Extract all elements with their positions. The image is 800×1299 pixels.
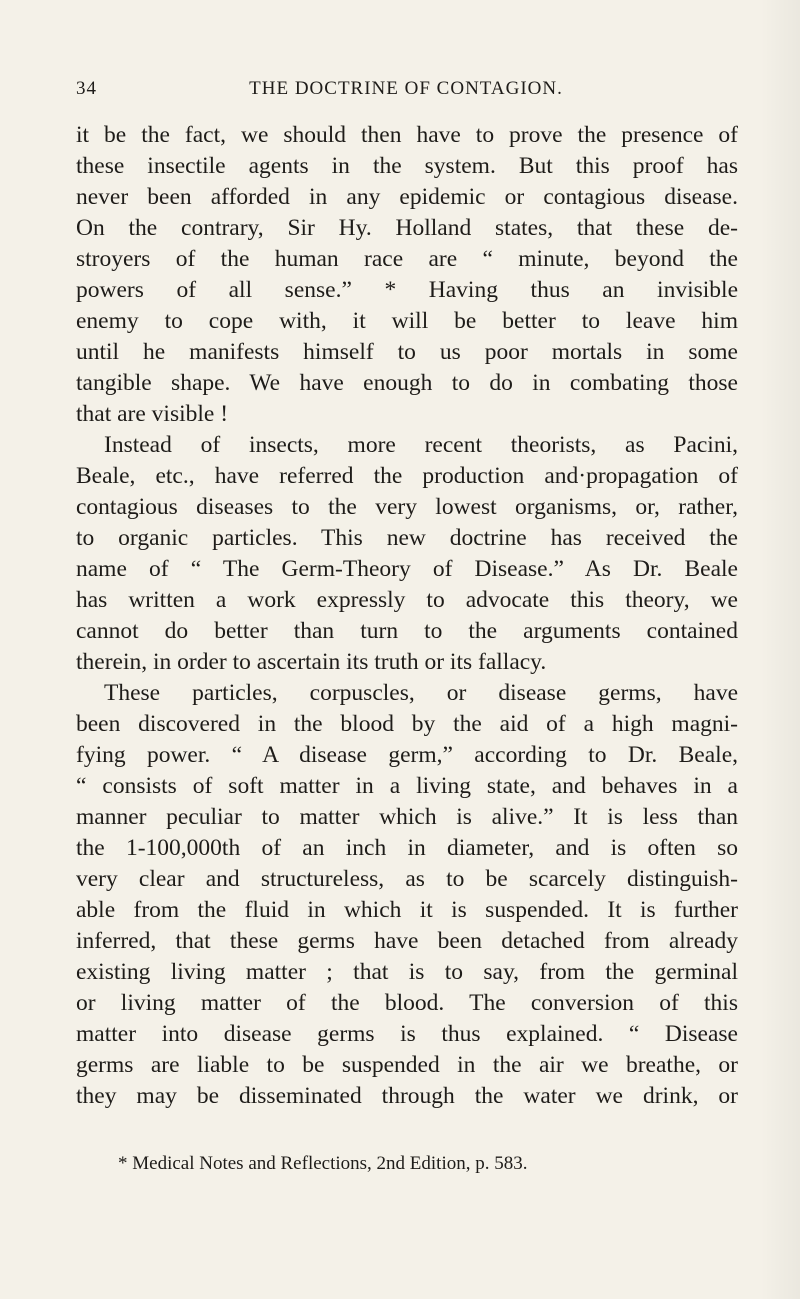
- text-line: never been afforded in any epidemic or contagious disease.: [76, 184, 738, 210]
- text-line: Beale, etc., have referred the production and·propagation of: [76, 463, 738, 489]
- text-line: been discovered in the blood by the aid of a high magni-: [76, 711, 738, 737]
- text-line: they may be disseminated through the water we drink, or: [76, 1083, 738, 1109]
- page-number: 34: [76, 78, 97, 99]
- text-line: to organic particles. This new doctrine has received the: [76, 525, 738, 551]
- footnote: * Medical Notes and Reflections, 2nd Edition, p. 583.: [118, 1153, 528, 1174]
- text-line: it be the fact, we should then have to prove the presence of: [76, 122, 738, 148]
- text-line: therein, in order to ascertain its truth or its fallacy.: [76, 649, 547, 675]
- text-line: very clear and structureless, as to be scarcely distinguish-: [76, 866, 738, 892]
- text-line: the 1-100,000th of an inch in diameter, and is often so: [76, 835, 738, 861]
- paragraph-start-line: These particles, corpuscles, or disease germs, have: [104, 680, 738, 706]
- text-line: germs are liable to be suspended in the air we breathe, or: [76, 1052, 738, 1078]
- text-line: matter into disease germs is thus explained. “ Disease: [76, 1021, 738, 1047]
- text-line: enemy to cope with, it will be better to leave him: [76, 308, 738, 334]
- text-line: powers of all sense.” * Having thus an invisible: [76, 277, 738, 303]
- text-line: manner peculiar to matter which is alive.” It is less than: [76, 804, 738, 830]
- page-header: [76, 78, 736, 106]
- text-line: name of “ The Germ-Theory of Disease.” As Dr. Beale: [76, 556, 738, 582]
- text-line: or living matter of the blood. The conversion of this: [76, 990, 738, 1016]
- text-line: contagious diseases to the very lowest organisms, or, rather,: [76, 494, 738, 520]
- text-line: able from the fluid in which it is suspended. It is further: [76, 897, 738, 923]
- text-line: inferred, that these germs have been detached from already: [76, 928, 738, 954]
- text-line: that are visible !: [76, 401, 229, 427]
- text-line: “ consists of soft matter in a living state, and behaves in a: [76, 773, 738, 799]
- text-line: these insectile agents in the system. But this proof has: [76, 153, 738, 179]
- text-line: tangible shape. We have enough to do in combating those: [76, 370, 738, 396]
- body-text: [76, 120, 738, 1112]
- page-edge-shadow: [760, 0, 800, 1299]
- paragraph-start-line: Instead of insects, more recent theorists, as Pacini,: [104, 432, 738, 458]
- running-title: THE DOCTRINE OF CONTAGION.: [249, 78, 563, 99]
- text-line: until he manifests himself to us poor mortals in some: [76, 339, 738, 365]
- text-line: On the contrary, Sir Hy. Holland states, that these de-: [76, 215, 738, 241]
- text-line: existing living matter ; that is to say, from the germinal: [76, 959, 738, 985]
- text-line: stroyers of the human race are “ minute, beyond the: [76, 246, 738, 272]
- text-line: cannot do better than turn to the arguments contained: [76, 618, 738, 644]
- text-line: has written a work expressly to advocate this theory, we: [76, 587, 738, 613]
- text-line: fying power. “ A disease germ,” according to Dr. Beale,: [76, 742, 738, 768]
